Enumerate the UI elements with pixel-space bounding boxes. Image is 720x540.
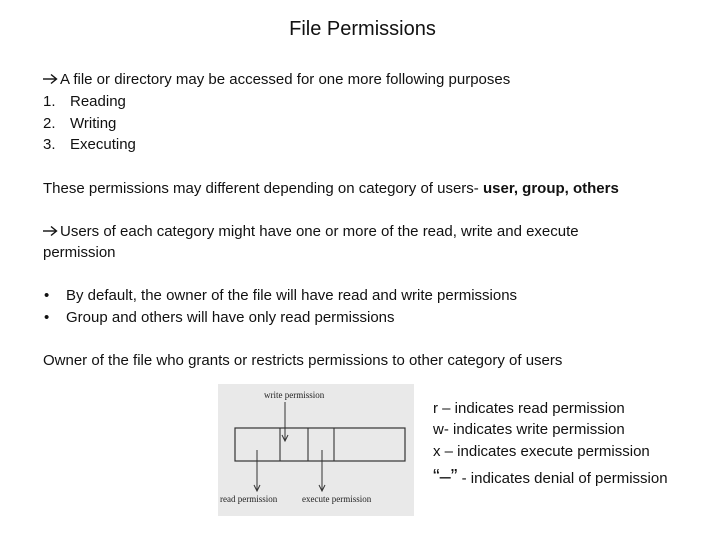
purpose-item-2 <box>43 113 116 134</box>
categories-text: These permissions may different depending on category of users- <box>43 180 483 197</box>
bullet-text: Group and others will have only read permissions <box>66 309 395 326</box>
legend-item-r: r – indicates read permission <box>433 400 625 417</box>
execute-permission-label: execute permission <box>302 494 372 504</box>
purpose-text: Writing <box>70 115 117 132</box>
purpose-number: 3. <box>43 136 56 153</box>
read-permission-label: read permission <box>220 494 278 504</box>
purpose-text: Executing <box>70 136 136 153</box>
bullet-item-1 <box>44 285 517 306</box>
bullet-item-2 <box>44 307 395 328</box>
owner-line: Owner of the file who grants or restricts permissions to other category of users <box>43 352 563 369</box>
bullet-symbol: • <box>44 287 50 304</box>
categories-line <box>43 178 619 199</box>
purpose-item-1 <box>43 91 126 112</box>
permission-diagram <box>218 384 414 516</box>
write-permission-label: write permission <box>264 390 325 400</box>
users-text-line1: Users of each category might have one or more of the read, write and execute <box>60 223 579 240</box>
bullet-symbol: • <box>44 309 50 326</box>
right-arrow-icon <box>43 73 58 85</box>
users-line <box>43 221 579 242</box>
categories-bold: user, group, others <box>482 180 619 197</box>
denial-text: - indicates denial of permission <box>457 470 668 487</box>
right-arrow-icon <box>43 225 58 237</box>
purpose-item-3 <box>43 134 136 155</box>
bullet-text: By default, the owner of the file will have read and write permissions <box>66 287 518 304</box>
legend-item-x: x – indicates execute permission <box>433 443 650 460</box>
intro-line <box>43 69 510 90</box>
legend-item-denial <box>433 467 668 490</box>
purpose-number: 1. <box>43 93 56 110</box>
intro-text: A file or directory may be accessed for one more following purposes <box>60 71 511 88</box>
purpose-number: 2. <box>43 115 56 132</box>
purpose-text: Reading <box>70 93 126 110</box>
page-title: File Permissions <box>289 18 436 40</box>
legend-item-w: w- indicates write permission <box>433 421 625 438</box>
denial-symbol: “–” <box>433 466 458 488</box>
users-text-line2: permission <box>43 244 116 261</box>
